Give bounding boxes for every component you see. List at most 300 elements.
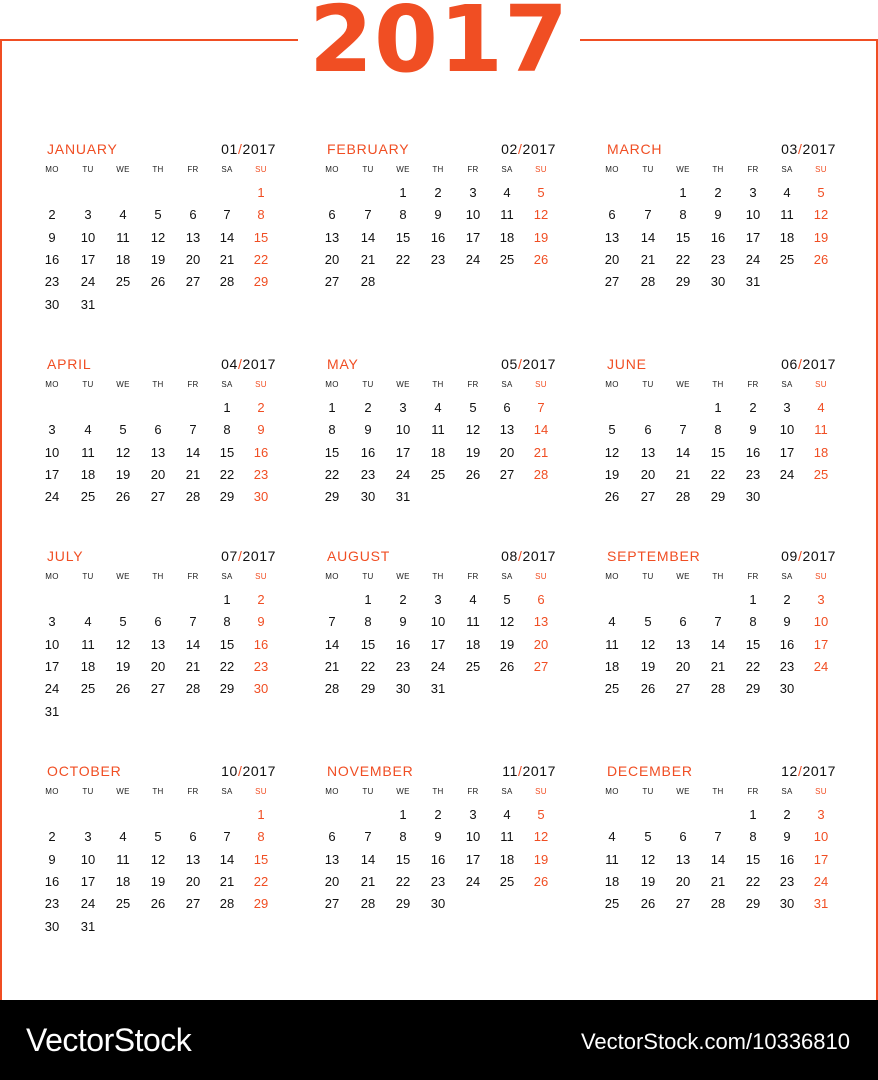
day-number: 27 [499,466,515,482]
day-number: 1 [364,592,372,607]
day-number: 14 [219,851,235,867]
day-number: 22 [253,251,269,267]
day-number: 19 [640,873,656,889]
day-number: 12 [150,851,166,867]
weekday-label: WE [396,787,410,796]
month-year: 2017 [242,763,276,779]
weekday-label: MO [605,165,619,174]
day-number: 6 [189,207,197,223]
month-number: 10 [221,763,238,779]
day-number: 11 [780,207,794,223]
day-number: 28 [219,896,235,912]
day-number: 2 [783,807,791,822]
day-number: 9 [364,422,372,438]
day-number: 22 [219,658,235,674]
day-number: 1 [749,807,757,822]
slash-separator: / [797,356,803,372]
day-number: 25 [499,873,515,889]
day-number: 16 [253,444,269,460]
day-number: 29 [324,489,340,505]
day-number: 13 [675,851,691,867]
weekday-label: TU [642,380,654,389]
day-number: 15 [745,636,761,652]
month-code [221,355,276,373]
month-name: JUNE [607,356,647,372]
day-number: 18 [499,851,515,867]
day-number: 2 [399,592,407,607]
watermark-footer [0,1000,878,1080]
month-name: NOVEMBER [327,763,414,779]
day-number: 17 [44,466,60,482]
day-number: 26 [640,896,656,912]
day-number: 23 [253,658,269,674]
day-number: 20 [499,444,515,460]
day-number: 25 [115,896,131,912]
day-number: 25 [813,466,829,482]
weekday-label: SU [815,787,827,796]
day-number: 1 [257,185,265,200]
day-number: 14 [533,422,549,438]
day-number: 18 [115,251,131,267]
month-april [44,355,276,545]
day-number: 19 [465,444,481,460]
day-number: 13 [324,851,340,867]
day-number: 14 [324,636,340,652]
day-number: 1 [399,185,407,200]
month-name: MAY [327,356,359,372]
month-code [501,140,556,158]
weekday-label: SU [535,787,547,796]
day-number: 24 [395,466,411,482]
weekday-label: TH [432,380,444,389]
day-number: 14 [360,229,376,245]
frame-left-line [0,39,2,1000]
day-number: 28 [710,681,726,697]
day-number: 14 [360,851,376,867]
day-number: 9 [257,422,265,438]
day-number: 30 [710,274,726,290]
day-number: 20 [675,873,691,889]
day-number: 29 [219,489,235,505]
day-number: 27 [185,896,201,912]
day-number: 4 [608,829,616,845]
weekday-label: WE [396,572,410,581]
day-number: 21 [360,873,376,889]
day-number: 10 [430,614,446,630]
weekday-label: MO [45,787,59,796]
day-number: 1 [399,807,407,822]
day-number: 13 [640,444,656,460]
day-number: 29 [745,896,761,912]
day-number: 8 [223,614,231,630]
day-number: 17 [44,658,60,674]
day-number: 24 [465,251,481,267]
day-number: 24 [813,873,829,889]
day-number: 21 [219,873,235,889]
day-number: 19 [150,873,166,889]
day-number: 17 [813,851,829,867]
weekday-label: SA [221,380,233,389]
day-number: 22 [324,466,340,482]
day-number: 28 [324,681,340,697]
year-title: 2017 [308,0,570,93]
day-number: 12 [533,829,549,845]
weekday-label: WE [116,165,130,174]
day-number: 24 [745,251,761,267]
weekday-label: SA [221,787,233,796]
month-year: 2017 [242,141,276,157]
day-number: 26 [465,466,481,482]
day-number: 6 [503,400,511,415]
day-number: 1 [679,185,687,200]
month-june [604,355,836,545]
day-number: 26 [499,658,515,674]
weekday-label: MO [605,380,619,389]
day-number: 8 [257,207,265,223]
day-number: 31 [44,703,60,719]
day-number: 20 [150,466,166,482]
day-number: 22 [395,873,411,889]
stock-id-text: VectorStock.com/10336810 [580,1029,850,1054]
day-number: 27 [604,274,620,290]
month-name: AUGUST [327,548,391,564]
day-number: 27 [640,489,656,505]
slash-separator: / [797,548,803,564]
day-number: 25 [430,466,446,482]
day-number: 10 [80,229,96,245]
weekday-label: TU [82,787,94,796]
weekday-label: MO [325,572,339,581]
weekday-label: FR [187,572,199,581]
day-number: 2 [434,185,442,200]
weekday-label: FR [747,380,759,389]
day-number: 3 [48,422,56,438]
weekday-label: WE [396,380,410,389]
month-name: JANUARY [47,141,118,157]
day-number: 7 [644,207,652,223]
weekday-label: TU [362,787,374,796]
month-number: 12 [781,763,798,779]
month-year: 2017 [802,763,836,779]
weekday-label: TU [82,380,94,389]
day-number: 21 [360,251,376,267]
day-number: 4 [84,614,92,630]
day-number: 4 [783,185,791,200]
day-number: 15 [253,851,269,867]
month-number: 03 [781,141,798,157]
day-number: 21 [219,251,235,267]
day-number: 4 [119,829,127,845]
day-number: 15 [395,851,411,867]
day-number: 28 [640,274,656,290]
weekday-label: SU [815,572,827,581]
day-number: 27 [675,681,691,697]
day-number: 24 [44,681,60,697]
day-number: 8 [749,614,757,630]
day-number: 24 [80,896,96,912]
day-number: 5 [608,422,616,438]
weekday-label: FR [187,787,199,796]
day-number: 9 [714,207,722,223]
weekday-label: MO [45,572,59,581]
day-number: 12 [604,444,620,460]
day-number: 17 [745,229,761,245]
day-number: 13 [499,422,515,438]
weekday-label: SU [255,165,267,174]
day-number: 21 [185,658,201,674]
month-name: APRIL [47,356,92,372]
weekday-label: SA [501,572,513,581]
day-number: 23 [253,466,269,482]
month-number: 01 [221,141,238,157]
month-name: FEBRUARY [327,141,410,157]
day-number: 9 [257,614,265,630]
day-number: 21 [533,444,549,460]
slash-separator: / [517,356,523,372]
day-number: 9 [783,829,791,845]
slash-separator: / [797,141,803,157]
day-number: 11 [466,614,480,630]
day-number: 7 [223,207,231,223]
month-number: 07 [221,548,238,564]
weekday-label: FR [187,165,199,174]
month-january [44,140,276,330]
slash-separator: / [237,763,243,779]
day-number: 6 [154,422,162,438]
day-number: 14 [185,444,201,460]
month-july [44,547,276,737]
weekday-label: TH [152,572,164,581]
weekday-label: MO [325,380,339,389]
day-number: 3 [84,207,92,223]
month-code [221,762,276,780]
day-number: 27 [675,896,691,912]
day-number: 18 [499,229,515,245]
day-number: 4 [503,807,511,822]
day-number: 3 [48,614,56,630]
weekday-label: TH [712,572,724,581]
day-number: 16 [779,636,795,652]
day-number: 31 [80,296,96,312]
day-number: 9 [749,422,757,438]
weekday-label: SA [501,380,513,389]
weekday-label: SU [255,380,267,389]
day-number: 17 [465,229,481,245]
weekday-label: FR [467,380,479,389]
day-number: 8 [364,614,372,630]
day-number: 20 [185,251,201,267]
day-number: 25 [779,251,795,267]
day-number: 3 [783,400,791,415]
day-number: 17 [80,251,96,267]
day-number: 26 [150,896,166,912]
day-number: 13 [324,229,340,245]
day-number: 24 [779,466,795,482]
day-number: 22 [395,251,411,267]
day-number: 4 [84,422,92,438]
day-number: 23 [44,896,60,912]
day-number: 3 [469,807,477,822]
month-march [604,140,836,330]
weekday-label: FR [467,165,479,174]
day-number: 16 [360,444,376,460]
month-code [781,140,836,158]
day-number: 17 [430,636,446,652]
month-code [781,547,836,565]
day-number: 15 [710,444,726,460]
day-number: 2 [257,400,265,415]
day-number: 15 [675,229,691,245]
day-number: 28 [360,274,376,290]
day-number: 27 [533,658,549,674]
month-code [501,355,556,373]
day-number: 27 [150,489,166,505]
weekday-label: TU [642,572,654,581]
day-number: 13 [185,229,201,245]
weekday-label: SA [501,787,513,796]
month-code [501,547,556,565]
day-number: 21 [675,466,691,482]
slash-separator: / [517,548,523,564]
day-number: 16 [44,873,60,889]
day-number: 17 [779,444,795,460]
day-number: 28 [185,489,201,505]
day-number: 12 [640,851,656,867]
day-number: 24 [44,489,60,505]
weekday-label: MO [45,380,59,389]
day-number: 12 [499,614,515,630]
day-number: 7 [537,400,545,415]
day-number: 28 [710,896,726,912]
day-number: 9 [434,207,442,223]
day-number: 23 [360,466,376,482]
day-number: 29 [395,896,411,912]
month-year: 2017 [242,548,276,564]
day-number: 11 [814,422,828,438]
weekday-label: SU [255,787,267,796]
day-number: 2 [749,400,757,415]
day-number: 4 [119,207,127,223]
day-number: 6 [537,592,545,607]
day-number: 14 [640,229,656,245]
day-number: 23 [395,658,411,674]
month-february [324,140,556,330]
day-number: 28 [533,466,549,482]
day-number: 10 [465,829,481,845]
month-december [604,762,836,952]
day-number: 11 [500,207,514,223]
month-code [502,762,556,780]
day-number: 15 [219,636,235,652]
day-number: 20 [150,658,166,674]
day-number: 6 [189,829,197,845]
day-number: 12 [465,422,481,438]
day-number: 10 [745,207,761,223]
day-number: 11 [431,422,445,438]
day-number: 10 [465,207,481,223]
day-number: 22 [745,873,761,889]
day-number: 9 [783,614,791,630]
day-number: 12 [150,229,166,245]
weekday-label: TU [362,380,374,389]
weekday-label: FR [467,787,479,796]
day-number: 6 [644,422,652,438]
day-number: 28 [219,274,235,290]
day-number: 30 [44,918,60,934]
day-number: 20 [640,466,656,482]
day-number: 26 [115,489,131,505]
day-number: 29 [253,896,269,912]
day-number: 14 [710,851,726,867]
month-code [781,762,836,780]
month-code [781,355,836,373]
day-number: 5 [154,829,162,845]
day-number: 3 [817,807,825,822]
day-number: 19 [115,466,131,482]
weekday-label: MO [605,572,619,581]
day-number: 2 [783,592,791,607]
day-number: 13 [604,229,620,245]
day-number: 28 [185,681,201,697]
day-number: 8 [714,422,722,438]
day-number: 5 [817,185,825,200]
day-number: 15 [219,444,235,460]
day-number: 6 [328,829,336,845]
day-number: 31 [745,274,761,290]
day-number: 25 [80,681,96,697]
month-number: 04 [221,356,238,372]
day-number: 26 [150,274,166,290]
month-september [604,547,836,737]
weekday-label: MO [605,787,619,796]
month-may [324,355,556,545]
month-number: 09 [781,548,798,564]
day-number: 10 [44,636,60,652]
day-number: 2 [714,185,722,200]
day-number: 18 [604,873,620,889]
day-number: 18 [813,444,829,460]
day-number: 21 [710,658,726,674]
day-number: 13 [150,636,166,652]
weekday-label: SU [535,572,547,581]
day-number: 28 [675,489,691,505]
day-number: 17 [395,444,411,460]
weekday-label: WE [676,787,690,796]
day-number: 19 [533,851,549,867]
day-number: 14 [710,636,726,652]
day-number: 7 [714,614,722,630]
day-number: 7 [679,422,687,438]
day-number: 20 [533,636,549,652]
day-number: 24 [465,873,481,889]
day-number: 4 [817,400,825,415]
weekday-label: WE [116,572,130,581]
day-number: 21 [324,658,340,674]
weekday-label: SA [221,572,233,581]
day-number: 18 [80,466,96,482]
day-number: 12 [115,444,131,460]
month-year: 2017 [802,548,836,564]
day-number: 20 [324,873,340,889]
weekday-label: SU [535,165,547,174]
day-number: 27 [185,274,201,290]
day-number: 11 [500,829,514,845]
day-number: 5 [119,614,127,630]
day-number: 20 [324,251,340,267]
weekday-label: MO [325,165,339,174]
day-number: 24 [80,274,96,290]
month-code [221,547,276,565]
